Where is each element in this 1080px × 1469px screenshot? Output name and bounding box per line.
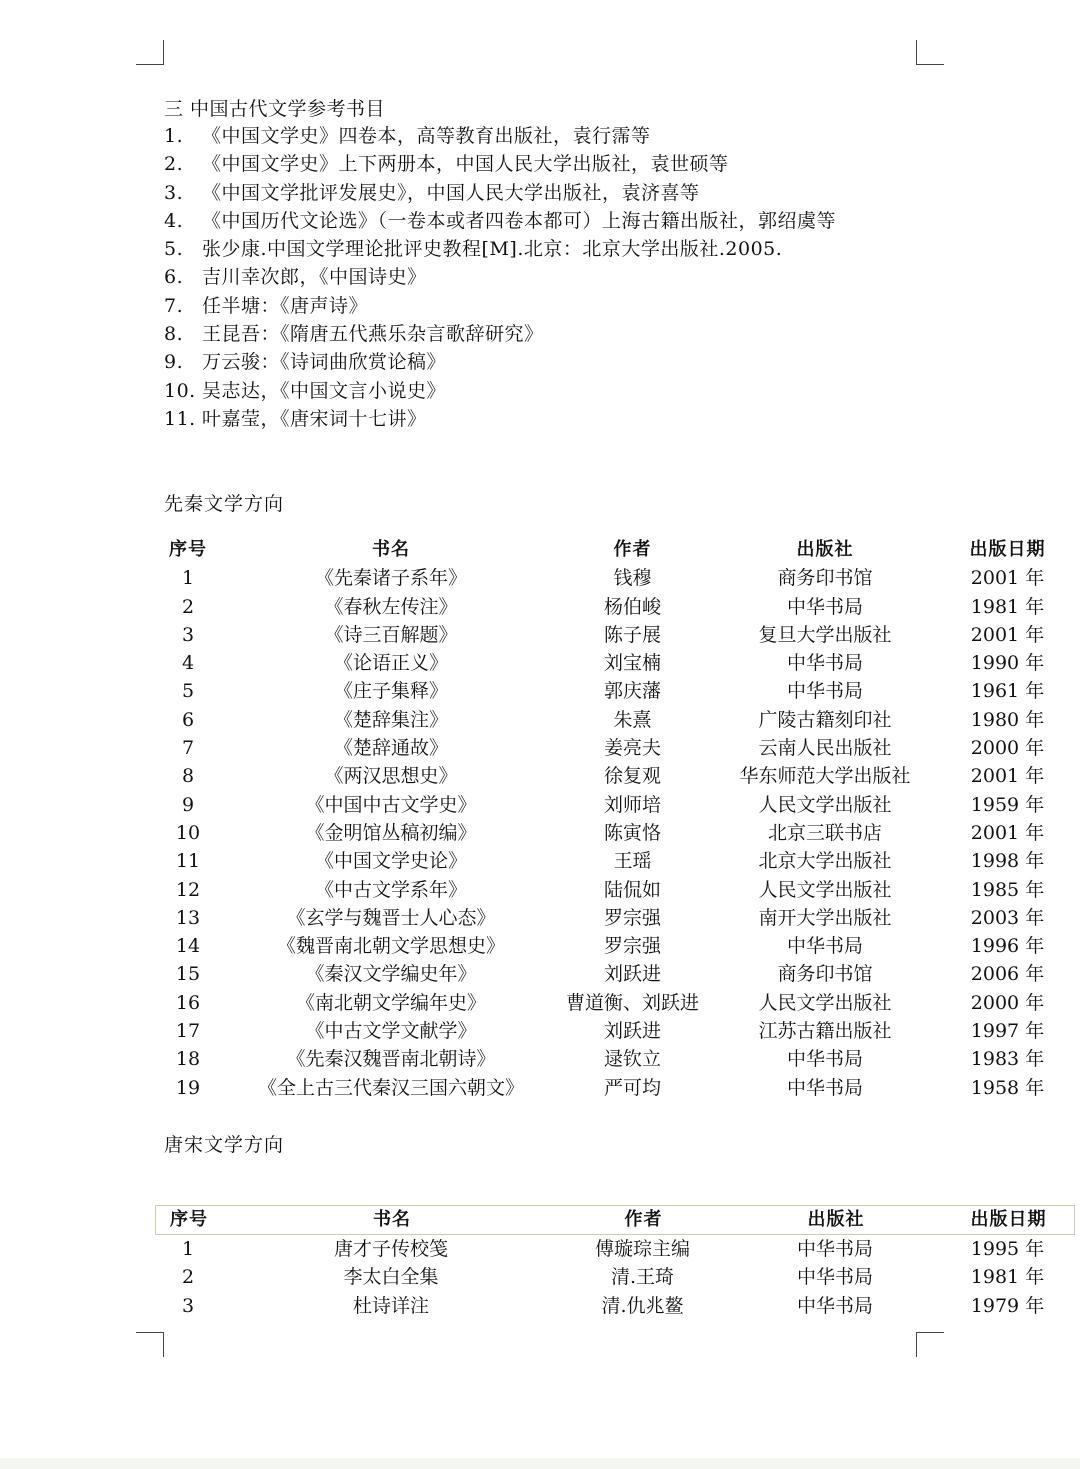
list-item bbox=[164, 150, 836, 178]
cell-date: 1983 年 bbox=[970, 1048, 1045, 1071]
item-number: 4. bbox=[164, 209, 184, 232]
cell-date: 2000 年 bbox=[970, 991, 1045, 1014]
cell-author: 王瑶 bbox=[613, 850, 652, 873]
cell-date: 2001 年 bbox=[970, 567, 1045, 590]
cell-title: 《中国中古文学史》 bbox=[305, 793, 477, 816]
cell-index: 13 bbox=[175, 906, 201, 929]
cell-author: 逯钦立 bbox=[603, 1048, 661, 1071]
cell-author: 曹道衡、刘跃进 bbox=[565, 991, 699, 1014]
column-header-index: 序号 bbox=[170, 1209, 208, 1230]
cell-publisher: 人民文学出版社 bbox=[758, 793, 892, 816]
cell-title: 《先秦诸子系年》 bbox=[314, 567, 467, 590]
cell-title: 《金明馆丛稿初编》 bbox=[305, 821, 477, 844]
cell-date: 2003 年 bbox=[970, 906, 1045, 929]
cell-index: 6 bbox=[181, 708, 195, 731]
section-heading: 三 中国古代文学参考书目 bbox=[164, 98, 386, 120]
column-header-publisher: 出版社 bbox=[807, 1209, 865, 1230]
list-item bbox=[164, 377, 836, 405]
cell-title: 《论语正义》 bbox=[333, 652, 448, 675]
cell-date: 1998 年 bbox=[970, 850, 1045, 873]
cell-index: 10 bbox=[175, 821, 201, 844]
cell-index: 14 bbox=[175, 935, 201, 958]
table-header-row bbox=[155, 536, 1075, 564]
cell-title: 《楚辞通故》 bbox=[333, 737, 448, 760]
cell-publisher: 江苏古籍出版社 bbox=[758, 1020, 892, 1043]
cell-author: 傅璇琮主编 bbox=[594, 1238, 690, 1260]
crop-mark-top-right bbox=[916, 40, 944, 65]
cell-publisher: 商务印书馆 bbox=[777, 567, 873, 590]
table-header-row bbox=[155, 1205, 1075, 1235]
table-row bbox=[155, 819, 1075, 847]
table-row bbox=[155, 1017, 1075, 1045]
cell-publisher: 中华书局 bbox=[796, 1266, 873, 1289]
cell-title: 《玄学与魏晋士人心态》 bbox=[286, 906, 496, 929]
cell-title: 《秦汉文学编史年》 bbox=[305, 963, 477, 986]
item-number: 1. bbox=[164, 125, 184, 147]
item-number: 6. bbox=[164, 266, 184, 289]
cell-author: 刘师培 bbox=[603, 793, 661, 816]
column-header-date: 出版日期 bbox=[969, 539, 1046, 560]
cell-date: 1996 年 bbox=[970, 935, 1045, 958]
cell-index: 1 bbox=[181, 567, 195, 590]
cell-publisher: 广陵古籍刻印社 bbox=[758, 708, 892, 731]
cell-publisher: 南开大学出版社 bbox=[758, 906, 892, 929]
cell-index: 9 bbox=[181, 793, 195, 816]
cell-date: 1958 年 bbox=[970, 1076, 1045, 1099]
section-title-pre-qin: 先秦文学方向 bbox=[164, 493, 285, 515]
table-row bbox=[155, 734, 1075, 762]
item-text: 《中国文学批评发展史》，中国人民大学出版社，袁济喜等 bbox=[202, 181, 700, 204]
cell-title: 《诗三百解题》 bbox=[324, 623, 458, 646]
cell-author: 清.王琦 bbox=[610, 1266, 675, 1289]
item-number: 9. bbox=[164, 351, 184, 374]
cell-index: 16 bbox=[175, 991, 201, 1014]
cell-date: 1985 年 bbox=[970, 878, 1045, 901]
column-header-title: 书名 bbox=[373, 1209, 411, 1230]
cell-publisher: 复旦大学出版社 bbox=[758, 623, 892, 646]
section-title-tang-song: 唐宋文学方向 bbox=[164, 1134, 285, 1156]
item-number: 10. bbox=[164, 379, 196, 402]
table-row bbox=[155, 564, 1075, 592]
cell-author: 郭庆藩 bbox=[603, 680, 661, 703]
list-item bbox=[164, 122, 836, 150]
cell-index: 18 bbox=[175, 1048, 201, 1071]
cell-title: 《魏晋南北朝文学思想史》 bbox=[276, 935, 505, 958]
cell-publisher: 中华书局 bbox=[786, 1076, 863, 1099]
cell-author: 陈子展 bbox=[603, 623, 661, 646]
item-number: 11. bbox=[164, 407, 196, 430]
cell-index: 3 bbox=[181, 1294, 195, 1317]
cell-index: 1 bbox=[181, 1238, 195, 1260]
table-row bbox=[155, 1045, 1075, 1073]
cell-title: 《春秋左传注》 bbox=[324, 595, 458, 618]
cell-index: 2 bbox=[181, 1266, 195, 1289]
cell-index: 5 bbox=[181, 680, 195, 703]
cell-index: 2 bbox=[181, 595, 195, 618]
list-item bbox=[164, 348, 836, 376]
cell-index: 3 bbox=[181, 623, 195, 646]
cell-date: 2001 年 bbox=[970, 765, 1045, 788]
cell-publisher: 中华书局 bbox=[796, 1238, 873, 1260]
cell-title: 《中古文学文献学》 bbox=[305, 1020, 477, 1043]
cell-publisher: 云南人民出版社 bbox=[758, 737, 892, 760]
table-row bbox=[155, 847, 1075, 875]
cell-publisher: 中华书局 bbox=[786, 652, 863, 675]
cell-author: 姜亮夫 bbox=[603, 737, 661, 760]
crop-mark-bottom-left bbox=[136, 1332, 164, 1357]
table-row bbox=[155, 989, 1075, 1017]
item-text: 《中国历代文论选》（一卷本或者四卷本都可）上海古籍出版社，郭绍虞等 bbox=[202, 209, 837, 232]
cell-author: 朱熹 bbox=[613, 708, 652, 731]
list-item bbox=[164, 320, 836, 348]
item-number: 5. bbox=[164, 238, 184, 261]
cell-author: 陈寅恪 bbox=[603, 821, 661, 844]
column-header-publisher: 出版社 bbox=[796, 539, 854, 560]
cell-author: 罗宗强 bbox=[603, 906, 661, 929]
item-text: 《中国文学史》上下两册本，中国人民大学出版社，袁世硕等 bbox=[202, 153, 729, 176]
column-header-index: 序号 bbox=[169, 539, 207, 560]
cell-date: 1959 年 bbox=[970, 793, 1045, 816]
crop-mark-bottom-right bbox=[916, 1332, 944, 1357]
list-item bbox=[164, 405, 836, 433]
cell-date: 1981 年 bbox=[970, 1266, 1045, 1289]
cell-title: 《先秦汉魏晋南北朝诗》 bbox=[286, 1048, 496, 1071]
cell-date: 1979 年 bbox=[970, 1294, 1045, 1317]
item-text: 王昆吾：《隋唐五代燕乐杂言歌辞研究》 bbox=[202, 323, 544, 346]
cell-author: 钱穆 bbox=[613, 567, 652, 590]
tang-song-book-table bbox=[155, 1205, 1075, 1320]
cell-title: 《中古文学系年》 bbox=[314, 878, 467, 901]
item-number: 7. bbox=[164, 294, 184, 317]
cell-title: 唐才子传校笺 bbox=[333, 1238, 448, 1260]
cell-author: 刘宝楠 bbox=[603, 652, 661, 675]
cell-index: 8 bbox=[181, 765, 195, 788]
cell-date: 2000 年 bbox=[970, 737, 1045, 760]
cell-publisher: 中华书局 bbox=[786, 1048, 863, 1071]
cell-author: 罗宗强 bbox=[603, 935, 661, 958]
list-item bbox=[164, 263, 836, 291]
table-body bbox=[155, 1235, 1075, 1320]
pre-qin-book-table bbox=[155, 536, 1075, 1102]
cell-title: 《楚辞集注》 bbox=[333, 708, 448, 731]
cell-author: 清.仇兆鳌 bbox=[601, 1294, 684, 1317]
cell-date: 1995 年 bbox=[970, 1238, 1045, 1260]
list-item bbox=[164, 179, 836, 207]
cell-index: 4 bbox=[181, 652, 195, 675]
table-row bbox=[155, 960, 1075, 988]
cell-author: 徐复观 bbox=[603, 765, 661, 788]
item-text: 吉川幸次郎，《中国诗史》 bbox=[202, 266, 427, 289]
item-text: 万云骏：《诗词曲欣赏论稿》 bbox=[202, 351, 447, 374]
cell-publisher: 商务印书馆 bbox=[777, 963, 873, 986]
reference-list bbox=[164, 122, 836, 433]
cell-index: 19 bbox=[175, 1076, 201, 1099]
table-row bbox=[155, 1235, 1075, 1263]
cell-author: 陆侃如 bbox=[603, 878, 661, 901]
cell-index: 12 bbox=[175, 878, 201, 901]
item-text: 张少康.中国文学理论批评史教程[M].北京：北京大学出版社.2005. bbox=[202, 238, 783, 261]
item-text: 《中国文学史》四卷本，高等教育出版社，袁行霈等 bbox=[202, 125, 651, 147]
cell-title: 《庄子集释》 bbox=[333, 680, 448, 703]
item-text: 吴志达，《中国文言小说史》 bbox=[202, 379, 447, 402]
cell-publisher: 北京大学出版社 bbox=[758, 850, 892, 873]
cell-title: 李太白全集 bbox=[343, 1266, 439, 1289]
cell-title: 《两汉思想史》 bbox=[324, 765, 458, 788]
cell-index: 17 bbox=[175, 1020, 201, 1043]
column-header-title: 书名 bbox=[372, 539, 410, 560]
cell-index: 15 bbox=[175, 963, 201, 986]
cell-date: 2001 年 bbox=[970, 623, 1045, 646]
table-body bbox=[155, 564, 1075, 1102]
cell-date: 1997 年 bbox=[970, 1020, 1045, 1043]
cell-date: 1980 年 bbox=[970, 708, 1045, 731]
cell-author: 杨伯峻 bbox=[603, 595, 661, 618]
table-row bbox=[155, 876, 1075, 904]
cell-index: 11 bbox=[175, 850, 201, 873]
item-number: 2. bbox=[164, 153, 184, 176]
cell-date: 1961 年 bbox=[970, 680, 1045, 703]
table-row bbox=[155, 932, 1075, 960]
table-row bbox=[155, 1074, 1075, 1102]
table-row bbox=[155, 1292, 1075, 1320]
cell-date: 1981 年 bbox=[970, 595, 1045, 618]
item-text: 任半塘：《唐声诗》 bbox=[202, 294, 369, 317]
cell-publisher: 人民文学出版社 bbox=[758, 991, 892, 1014]
cell-publisher: 中华书局 bbox=[786, 680, 863, 703]
cell-publisher: 中华书局 bbox=[786, 935, 863, 958]
table-row bbox=[155, 593, 1075, 621]
list-item bbox=[164, 207, 836, 235]
table-row bbox=[155, 706, 1075, 734]
cell-index: 7 bbox=[181, 737, 195, 760]
table-row bbox=[155, 904, 1075, 932]
cell-date: 1990 年 bbox=[970, 652, 1045, 675]
cell-publisher: 北京三联书店 bbox=[767, 821, 882, 844]
table-row bbox=[155, 762, 1075, 790]
cell-title: 《中国文学史论》 bbox=[314, 850, 467, 873]
table-row bbox=[155, 791, 1075, 819]
list-item bbox=[164, 292, 836, 320]
cell-date: 2001 年 bbox=[970, 821, 1045, 844]
table-row bbox=[155, 1263, 1075, 1291]
cell-title: 《全上古三代秦汉三国六朝文》 bbox=[257, 1076, 524, 1099]
column-header-date: 出版日期 bbox=[970, 1209, 1047, 1230]
cell-title: 《南北朝文学编年史》 bbox=[295, 991, 486, 1014]
cell-title: 杜诗详注 bbox=[352, 1294, 429, 1317]
list-item bbox=[164, 235, 836, 263]
item-number: 8. bbox=[164, 323, 184, 346]
cell-publisher: 中华书局 bbox=[786, 595, 863, 618]
cell-author: 刘跃进 bbox=[603, 1020, 661, 1043]
cell-publisher: 中华书局 bbox=[796, 1294, 873, 1317]
table-row bbox=[155, 649, 1075, 677]
column-header-author: 作者 bbox=[613, 539, 652, 560]
column-header-author: 作者 bbox=[624, 1209, 663, 1230]
item-number: 3. bbox=[164, 181, 184, 204]
cell-author: 刘跃进 bbox=[603, 963, 661, 986]
cell-author: 严可均 bbox=[603, 1076, 661, 1099]
cell-publisher: 华东师范大学出版社 bbox=[739, 765, 911, 788]
cell-publisher: 人民文学出版社 bbox=[758, 878, 892, 901]
crop-mark-top-left bbox=[136, 40, 164, 65]
cell-date: 2006 年 bbox=[970, 963, 1045, 986]
item-text: 叶嘉莹，《唐宋词十七讲》 bbox=[202, 407, 427, 430]
table-row bbox=[155, 677, 1075, 705]
table-row bbox=[155, 621, 1075, 649]
